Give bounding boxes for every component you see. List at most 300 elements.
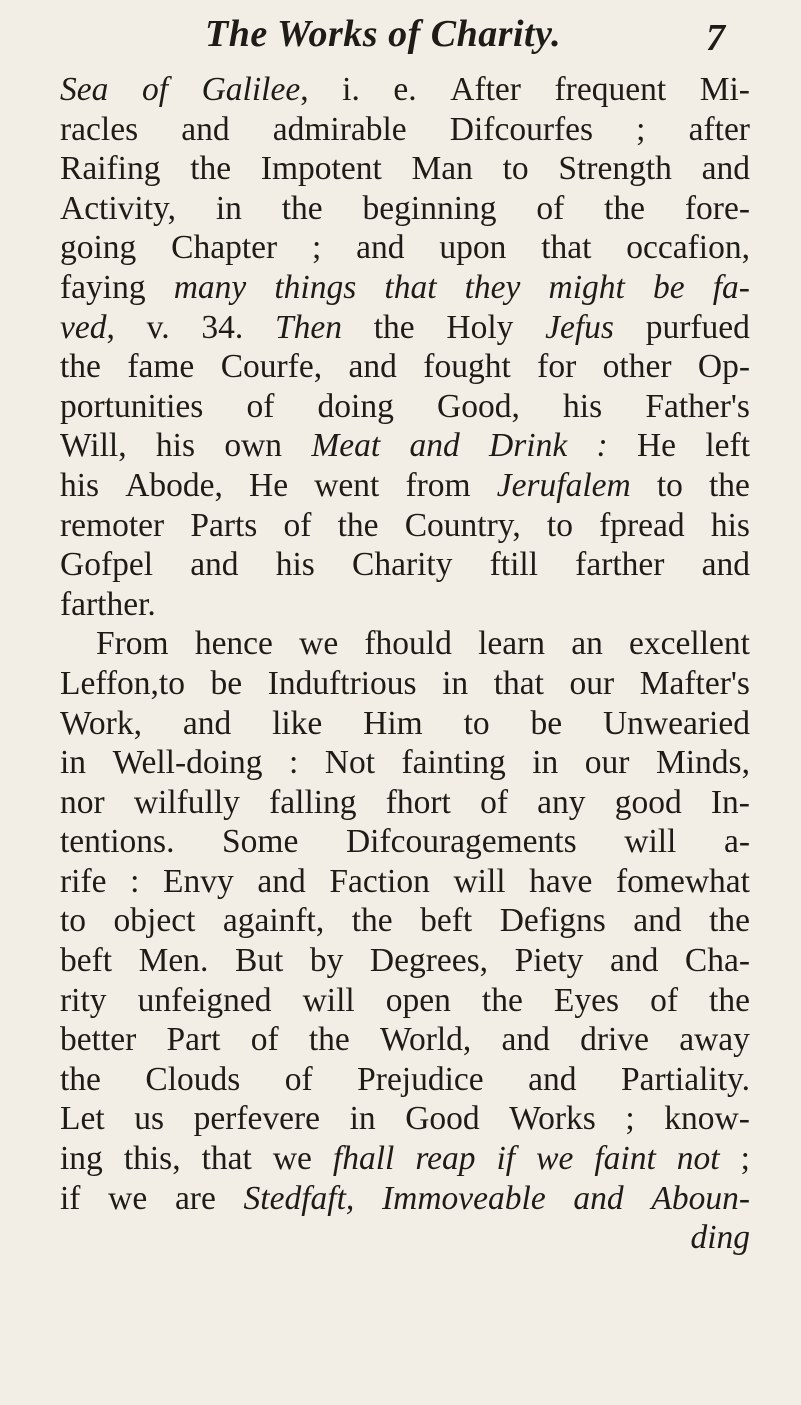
word	[60, 149, 160, 189]
word	[60, 862, 107, 902]
roman-text: the	[709, 981, 750, 1019]
word	[60, 1060, 101, 1100]
roman-text: for	[537, 348, 577, 386]
text-line	[60, 1020, 750, 1060]
word	[603, 347, 672, 387]
word	[364, 624, 451, 664]
italic-text: that	[384, 268, 437, 306]
roman-text: purfued	[645, 308, 750, 346]
roman-text: the	[60, 1060, 101, 1098]
roman-text: occafion,	[626, 229, 750, 267]
text-line	[60, 1060, 750, 1100]
word	[490, 545, 538, 585]
roman-text: Good,	[437, 387, 520, 425]
italic-text: Immoveable	[381, 1179, 546, 1217]
text-line	[60, 704, 750, 744]
roman-text: Envy	[163, 862, 234, 900]
word	[60, 1139, 103, 1179]
word	[528, 1060, 576, 1100]
word	[442, 664, 468, 704]
roman-text: nor	[60, 783, 105, 821]
word	[599, 506, 685, 546]
word	[113, 743, 263, 783]
word	[509, 1099, 596, 1139]
roman-text: the	[337, 506, 379, 544]
word	[415, 1139, 475, 1179]
text-line	[60, 308, 750, 348]
roman-text: In-	[710, 783, 750, 821]
roman-text: other	[602, 348, 672, 386]
text-line	[60, 941, 750, 981]
word	[274, 268, 356, 308]
roman-text: Cha-	[684, 942, 750, 980]
roman-text: Part	[166, 1021, 221, 1059]
word	[96, 624, 169, 664]
roman-text: learn	[478, 625, 546, 663]
word	[190, 506, 257, 546]
roman-text: will	[624, 823, 677, 861]
word	[531, 704, 563, 744]
word	[235, 941, 283, 981]
roman-text: remoter	[60, 506, 165, 544]
word	[156, 426, 195, 466]
italic-text: Stedfaft,	[243, 1179, 355, 1217]
word	[311, 426, 380, 466]
text-line	[60, 901, 750, 941]
roman-text: :	[288, 744, 299, 782]
word	[363, 704, 423, 744]
text-line	[60, 228, 750, 268]
roman-text: Him	[363, 704, 423, 742]
word	[175, 1179, 216, 1219]
word	[709, 981, 750, 1021]
italic-text: and	[409, 427, 460, 465]
roman-text: ;	[636, 110, 646, 148]
roman-text: perfevere	[193, 1100, 321, 1138]
word	[604, 189, 645, 229]
word	[60, 268, 146, 308]
roman-text: of	[246, 387, 275, 425]
word	[645, 387, 750, 427]
roman-text: Let	[60, 1100, 105, 1138]
roman-text: be	[530, 704, 563, 742]
word	[216, 189, 242, 229]
word	[545, 308, 614, 348]
italic-text: Drink	[489, 427, 568, 465]
word	[142, 70, 168, 110]
word	[626, 228, 750, 268]
roman-text: ,	[106, 308, 115, 346]
word	[60, 743, 86, 783]
word	[223, 901, 324, 941]
roman-text: his	[60, 466, 100, 504]
word	[333, 1139, 394, 1179]
text-line	[60, 1139, 750, 1179]
word	[480, 783, 508, 823]
roman-text: racles	[60, 110, 139, 148]
word	[503, 149, 529, 189]
italic-text: not	[676, 1140, 720, 1178]
word	[251, 1020, 279, 1060]
roman-text: Work,	[60, 704, 142, 742]
roman-text: the	[373, 308, 415, 346]
word	[211, 664, 243, 704]
roman-text: fought	[423, 348, 511, 386]
roman-text: Gofpel	[60, 546, 154, 584]
roman-text: and	[348, 348, 397, 386]
roman-text: an	[571, 625, 603, 663]
roman-text: after	[688, 110, 750, 148]
roman-text: i.	[342, 71, 360, 108]
word	[167, 1020, 221, 1060]
roman-text: beft	[420, 902, 473, 940]
word	[338, 506, 379, 546]
word	[529, 862, 592, 902]
roman-text: and	[356, 229, 405, 267]
word	[60, 228, 136, 268]
word	[134, 1099, 164, 1139]
roman-text: Father's	[645, 387, 750, 425]
word	[547, 506, 573, 546]
roman-text: wilfully	[133, 783, 240, 821]
word	[664, 1099, 750, 1139]
word	[386, 783, 451, 823]
word	[257, 862, 305, 902]
roman-text: fame	[127, 348, 195, 386]
italic-text: fa-	[712, 268, 750, 306]
word	[636, 110, 645, 150]
roman-text: of	[283, 506, 312, 544]
word	[183, 704, 231, 744]
word	[273, 1139, 312, 1179]
word	[625, 1099, 634, 1139]
word	[60, 783, 105, 823]
roman-text: this,	[123, 1140, 181, 1178]
word	[195, 624, 273, 664]
word	[310, 941, 344, 981]
text-line	[60, 149, 750, 189]
word	[249, 466, 288, 506]
word	[689, 110, 750, 150]
word	[60, 664, 185, 704]
word	[224, 426, 282, 466]
roman-text: falling	[269, 783, 357, 821]
text-line	[60, 783, 750, 823]
word	[709, 466, 750, 506]
word	[615, 783, 682, 823]
text-line	[60, 426, 750, 466]
word	[60, 901, 86, 941]
word	[437, 387, 520, 427]
word	[268, 664, 417, 704]
roman-text: World,	[380, 1021, 472, 1059]
roman-text: the	[308, 1021, 350, 1059]
roman-text: Abode,	[125, 466, 223, 504]
word	[314, 466, 379, 506]
roman-text: Difcourfes	[449, 110, 594, 148]
roman-text: Impotent	[260, 150, 382, 188]
word	[515, 941, 584, 981]
italic-text: they	[464, 268, 521, 306]
word	[325, 743, 375, 783]
roman-text: Charity	[351, 546, 453, 584]
roman-text: portunities	[60, 387, 204, 425]
word	[60, 1099, 105, 1139]
roman-text: Degrees,	[369, 942, 489, 980]
word	[465, 268, 521, 308]
italic-text: Sea	[60, 71, 109, 108]
roman-text: in	[349, 1100, 376, 1138]
roman-text: his	[563, 387, 603, 425]
word	[393, 70, 416, 110]
word	[650, 981, 678, 1021]
word	[478, 624, 545, 664]
roman-text: Op-	[697, 348, 750, 386]
word	[171, 228, 277, 268]
word	[130, 862, 139, 902]
roman-text: ;	[740, 1140, 750, 1178]
roman-text: fhort	[385, 783, 451, 821]
roman-text: excellent	[629, 625, 750, 663]
roman-text: ,	[300, 71, 309, 108]
word	[624, 822, 676, 862]
roman-text: ;	[625, 1100, 635, 1138]
word	[405, 1099, 479, 1139]
word	[60, 347, 101, 387]
roman-text: 34.	[201, 308, 244, 346]
roman-text: rity	[60, 981, 107, 1019]
text-line	[60, 664, 750, 704]
roman-text: ing	[60, 1140, 103, 1178]
word	[60, 70, 108, 110]
word	[60, 506, 164, 546]
word	[629, 624, 750, 664]
roman-text: From	[96, 625, 169, 663]
roman-text: Raifing	[60, 150, 161, 188]
text-line	[60, 110, 750, 150]
word	[409, 426, 459, 466]
roman-text: his	[275, 546, 315, 584]
roman-text: Country,	[404, 506, 521, 544]
word	[657, 466, 683, 506]
roman-text: any	[537, 783, 586, 821]
roman-text: After	[450, 71, 521, 108]
word	[724, 822, 750, 862]
roman-text: a-	[723, 823, 750, 861]
roman-text: Activity,	[60, 189, 176, 227]
running-title: The Works of Charity.	[205, 13, 562, 55]
roman-text: ftill	[489, 546, 539, 584]
roman-text: the	[604, 189, 646, 227]
roman-text: upon	[439, 229, 507, 267]
word	[571, 624, 603, 664]
word	[637, 426, 676, 466]
word	[60, 189, 176, 229]
word	[580, 1020, 649, 1060]
italic-text: Jerufalem	[496, 466, 631, 504]
roman-text: his	[155, 427, 195, 465]
roman-text: tentions.	[60, 823, 175, 861]
roman-text: the	[190, 150, 232, 188]
word	[679, 1020, 750, 1060]
roman-text: to	[656, 466, 683, 504]
page-number: 7	[706, 17, 725, 59]
word	[60, 308, 115, 348]
word	[651, 1179, 750, 1219]
word	[702, 149, 750, 189]
text-line	[60, 822, 750, 862]
text-line	[60, 70, 750, 110]
roman-text: Some	[222, 823, 299, 861]
word	[299, 624, 338, 664]
word	[541, 228, 591, 268]
roman-text: to	[502, 150, 529, 188]
roman-text: the	[60, 348, 101, 386]
word	[537, 347, 576, 387]
word	[350, 1099, 376, 1139]
roman-text: Leffon,to	[60, 664, 185, 702]
roman-text: and	[609, 942, 659, 980]
word	[269, 783, 356, 823]
word	[698, 347, 750, 387]
word	[384, 268, 436, 308]
word	[380, 1020, 471, 1060]
word	[202, 70, 309, 110]
word	[60, 941, 112, 981]
word	[60, 1020, 136, 1060]
roman-text: we	[272, 1140, 312, 1178]
word	[273, 110, 407, 150]
roman-text: and	[633, 902, 682, 940]
roman-text: farther	[575, 546, 665, 584]
roman-text: e.	[393, 71, 417, 108]
roman-text: ;	[312, 229, 322, 267]
roman-text: He	[636, 427, 677, 465]
word	[563, 387, 602, 427]
roman-text: if	[60, 1179, 81, 1217]
word	[711, 506, 750, 546]
word	[382, 1179, 546, 1219]
text-line	[60, 981, 750, 1021]
roman-text: Induftrious	[267, 664, 417, 702]
roman-text: rife	[60, 862, 107, 900]
roman-text: his	[710, 506, 750, 544]
roman-text: of	[536, 189, 565, 227]
italic-text: might	[548, 268, 625, 306]
word	[60, 545, 153, 585]
roman-text: of	[284, 1060, 313, 1098]
page-header	[205, 12, 725, 68]
word	[285, 1060, 313, 1100]
roman-text: He	[249, 466, 289, 504]
word	[60, 426, 127, 466]
word	[685, 941, 750, 981]
word	[60, 387, 203, 427]
italic-text: be	[652, 268, 685, 306]
roman-text: know-	[664, 1100, 750, 1138]
word	[537, 783, 585, 823]
word	[502, 1020, 550, 1060]
word	[709, 901, 750, 941]
roman-text: own	[224, 427, 283, 465]
word	[575, 545, 664, 585]
roman-text: Well-doing	[112, 744, 263, 782]
word	[202, 1139, 252, 1179]
word	[261, 149, 382, 189]
word	[303, 981, 355, 1021]
word	[423, 347, 510, 387]
word	[147, 308, 170, 348]
roman-text: fore-	[684, 189, 750, 227]
roman-text: to	[546, 506, 573, 544]
italic-text: :	[596, 427, 608, 465]
word	[342, 70, 360, 110]
text-line	[60, 347, 750, 387]
word	[352, 545, 452, 585]
roman-text: Strength	[558, 150, 672, 188]
word	[246, 387, 274, 427]
roman-text: Men.	[138, 942, 209, 980]
word	[482, 981, 523, 1021]
word	[685, 189, 750, 229]
word	[282, 189, 323, 229]
roman-text: Faction	[329, 862, 430, 900]
roman-text: the	[351, 902, 393, 940]
italic-text: of	[141, 71, 169, 108]
word	[616, 862, 750, 902]
italic-text: and	[573, 1179, 624, 1217]
text-line	[60, 1218, 750, 1258]
roman-text: frequent	[554, 71, 667, 108]
word	[653, 268, 685, 308]
roman-text: and	[701, 150, 750, 188]
roman-text: from	[405, 466, 471, 504]
roman-text: that	[541, 229, 592, 267]
text-line	[60, 387, 750, 427]
roman-text: beft	[60, 942, 113, 980]
word	[402, 743, 506, 783]
word	[125, 466, 223, 506]
word	[370, 941, 488, 981]
word	[108, 1179, 147, 1219]
roman-text: and	[528, 1060, 577, 1098]
word	[640, 664, 750, 704]
word	[194, 1099, 320, 1139]
roman-text: us	[134, 1100, 164, 1138]
word	[497, 1139, 516, 1179]
word	[656, 743, 750, 783]
roman-text: will	[453, 862, 506, 900]
roman-text: in	[60, 744, 87, 782]
italic-text: Then	[274, 308, 342, 346]
roman-text: Prejudice	[357, 1060, 484, 1098]
roman-text: Will,	[60, 427, 127, 465]
roman-text: the	[709, 902, 750, 940]
word	[60, 110, 138, 150]
roman-text: that	[493, 664, 544, 702]
roman-text: be	[210, 664, 243, 702]
text-line	[60, 1099, 750, 1139]
word	[554, 981, 619, 1021]
text-line	[60, 624, 750, 664]
word	[244, 1179, 355, 1219]
roman-text: and	[190, 546, 239, 584]
word	[497, 466, 631, 506]
word	[405, 466, 470, 506]
roman-text: unfeigned	[137, 981, 272, 1019]
word	[711, 783, 750, 823]
word	[597, 426, 608, 466]
